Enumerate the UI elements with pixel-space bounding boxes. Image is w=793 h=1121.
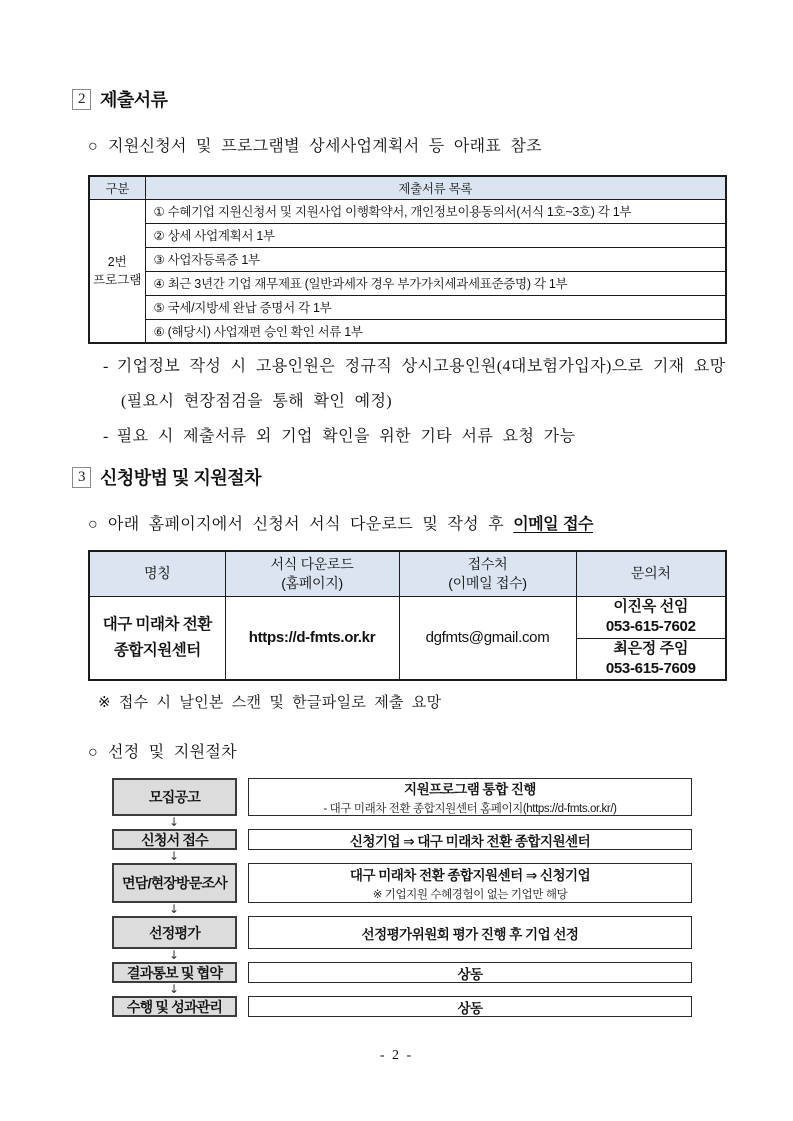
flow-step-label: 결과통보 및 협약: [112, 962, 237, 983]
flow-step-label: 선정평가: [112, 916, 237, 949]
contact-name: 최은정 주임: [613, 639, 689, 657]
contact-entry: [576, 638, 726, 680]
circle-bullet-icon: ○: [88, 516, 98, 533]
email-address: dgfmts@gmail.com: [399, 596, 576, 680]
note-item: [103, 349, 735, 419]
flow-step-label: 신청서 접수: [112, 829, 237, 850]
contact-phone: 053-615-7609: [605, 659, 696, 677]
flow-step-evaluation: [112, 916, 692, 949]
application-info-table: [88, 550, 727, 681]
header-receipt-line1: 접수처: [467, 555, 508, 572]
section-2-number-box: 2: [72, 89, 91, 110]
flow-arrow-down-icon: ↓: [169, 948, 180, 962]
flow-step-content: [248, 778, 692, 816]
reference-note-text: 접수 시 날인본 스캔 및 한글파일로 제출 요망: [118, 695, 442, 711]
flow-arrow-down-icon: ↓: [169, 815, 180, 829]
section-2-heading: [72, 86, 168, 112]
section-2-notes: [103, 349, 735, 454]
table-header-row: [89, 176, 726, 199]
procedure-bullet-text: 선정 및 지원절차: [107, 744, 237, 761]
flow-step-content: [248, 829, 692, 850]
procedure-flowchart: [112, 778, 692, 1017]
contact-name: 이진옥 선임: [613, 598, 689, 615]
document-item: ⑥ (해당시) 사업재편 승인 확인 서류 1부: [145, 319, 726, 343]
flow-step-label: 모집공고: [112, 778, 237, 816]
note-item: [103, 419, 735, 454]
contact-phone: 053-615-7602: [605, 618, 696, 635]
program-group-cell: [89, 199, 145, 343]
table-header-row: [89, 551, 726, 596]
flow-step-notification: [112, 962, 692, 983]
note-text: 필요 시 제출서류 외 기업 확인을 위한 기타 서류 요청 가능: [116, 428, 576, 445]
section-3-heading: [72, 464, 261, 490]
organization-line2: 종합지원센터: [113, 641, 201, 659]
reference-mark-icon: ※: [98, 695, 111, 711]
website-url: https://d-fmts.or.kr: [225, 596, 399, 680]
dash-bullet-icon: -: [103, 428, 109, 445]
document-item: ② 상세 사업계획서 1부: [145, 223, 726, 247]
flow-step-label: 면담/현장방문조사: [112, 863, 237, 903]
email-receipt-emphasis: 이메일 접수: [513, 516, 593, 533]
header-download-line1: 서식 다운로드: [270, 555, 354, 572]
submission-documents-table: [88, 175, 727, 344]
flow-step-content: [248, 863, 692, 903]
table-row: [89, 271, 726, 295]
document-item: ④ 최근 3년간 기업 재무제표 (일반과세자 경우 부가가치세과세표준증명) 각 1부: [145, 271, 726, 295]
header-document-list: 제출서류 목록: [145, 176, 726, 199]
flow-step-content: [248, 916, 692, 949]
contact-entry: [576, 596, 726, 638]
section-3-number-box: 3: [72, 467, 91, 488]
dash-bullet-icon: -: [103, 358, 109, 375]
program-group-line1: 2번: [107, 254, 127, 269]
submission-reference-note: [98, 691, 441, 712]
flow-step-title: 신청기업 ⇒ 대구 미래차 전환 종합지원센터: [349, 833, 591, 849]
flow-step-subtext: - 대구 미래차 전환 종합지원센터 홈페이지(https://d-fmts.or.kr/): [323, 803, 617, 815]
header-download: [225, 551, 399, 596]
program-group-line2: 프로그램: [93, 272, 142, 287]
table-row: [89, 596, 726, 638]
procedure-bullet: [88, 739, 237, 762]
flow-step-title: 상동: [457, 966, 483, 982]
flow-step-application: [112, 829, 692, 850]
section-3-bullet-prefix: 아래 홈페이지에서 신청서 서식 다운로드 및 작성 후: [107, 516, 514, 533]
table-row: [89, 199, 726, 223]
document-item: ⑤ 국세/지방세 완납 증명서 각 1부: [145, 295, 726, 319]
header-receipt: [399, 551, 576, 596]
circle-bullet-icon: ○: [88, 744, 98, 761]
flow-step-interview: [112, 863, 692, 903]
flow-step-title: 지원프로그램 통합 진행: [404, 782, 536, 797]
flow-arrow-down-icon: ↓: [169, 849, 180, 863]
flow-step-title: 상동: [457, 1000, 483, 1016]
flow-step-subtext: ※ 기업지원 수혜경험이 없는 기업만 해당: [372, 889, 568, 901]
flow-step-recruitment: [112, 778, 692, 816]
flow-step-content: [248, 962, 692, 983]
section-3-title: 신청방법 및 지원절차: [100, 468, 261, 488]
flow-step-content: [248, 996, 692, 1017]
document-item: ③ 사업자등록증 1부: [145, 247, 726, 271]
flow-arrow-down-icon: ↓: [169, 982, 180, 996]
note-text: 기업정보 작성 시 고용인원은 정규직 상시고용인원(4대보험가입자)으로 기재 요망(필요시 현장점검을 통해 확인 예정): [116, 358, 726, 410]
section-2-title: 제출서류: [100, 90, 168, 110]
header-contact: 문의처: [576, 551, 726, 596]
table-row: [89, 319, 726, 343]
circle-bullet-icon: ○: [88, 138, 98, 155]
document-item: ① 수혜기업 지원신청서 및 지원사업 이행확약서, 개인정보이용동의서(서식 1호~3호) 각 1부: [145, 199, 726, 223]
flow-step-title: 대구 미래차 전환 종합지원센터 ⇒ 신청기업: [349, 868, 591, 883]
flow-step-management: [112, 996, 692, 1017]
header-gubun: 구분: [89, 176, 145, 199]
organization-cell: [89, 596, 225, 680]
table-row: [89, 247, 726, 271]
section-2-bullet: [88, 133, 542, 156]
section-2-bullet-text: 지원신청서 및 프로그램별 상세사업계획서 등 아래표 참조: [107, 138, 542, 155]
header-download-line2: (홈페이지): [281, 574, 343, 591]
flow-step-label: 수행 및 성과관리: [112, 996, 237, 1017]
table-row: [89, 223, 726, 247]
section-3-bullet: [88, 511, 593, 534]
page-number: - 2 -: [379, 1048, 414, 1063]
flow-step-title: 선정평가위원회 평가 진행 후 기업 선정: [361, 926, 579, 942]
header-name: 명칭: [89, 551, 225, 596]
table-row: [89, 295, 726, 319]
header-receipt-line2: (이메일 접수): [448, 574, 527, 591]
organization-line1: 대구 미래차 전환: [102, 615, 212, 633]
flow-arrow-down-icon: ↓: [169, 902, 180, 916]
